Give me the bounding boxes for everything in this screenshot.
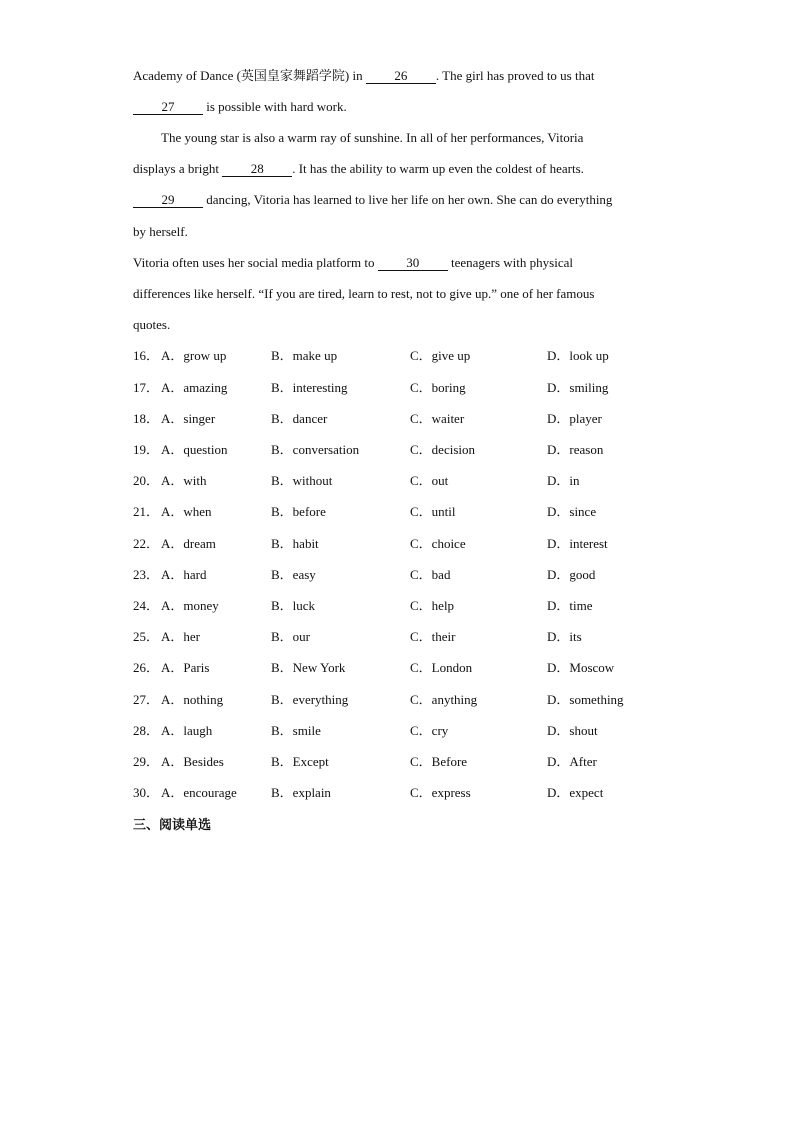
option-a[interactable]: A．amazing [161,380,228,395]
option-b[interactable]: B．New York [271,660,346,675]
question-number: 21． [133,504,160,519]
option-a[interactable]: A．singer [161,411,216,426]
option-c[interactable]: C．waiter [410,411,465,426]
option-d[interactable]: D．in [547,473,580,488]
passage-text: The young star is also a warm ray of sunshine. In all of her performances, Vitoria [161,130,584,145]
blank-26: 26 [366,69,436,84]
option-c[interactable]: C．London [410,660,473,675]
option-c[interactable]: C．their [410,629,456,644]
question-number: 23． [133,567,160,582]
question-number: 20． [133,473,160,488]
option-a[interactable]: A．money [161,598,219,613]
passage-line-9 [133,317,170,333]
passage-text: dancing, Vitoria has learned to live her life on her own. She can do everything [203,192,613,207]
option-b[interactable]: B．make up [271,348,338,363]
blank-28: 28 [222,162,292,177]
option-c[interactable]: C．decision [410,442,475,457]
question-number: 22． [133,536,160,551]
passage-line-4 [133,161,584,177]
option-a[interactable]: A．when [161,504,212,519]
option-d[interactable]: D．expect [547,785,604,800]
question-number: 28． [133,723,160,738]
question-23 [133,567,673,583]
passage-text: teenagers with physical [447,255,573,270]
option-a[interactable]: A．Paris [161,660,210,675]
option-b[interactable]: B．our [271,629,311,644]
option-b[interactable]: B．smile [271,723,321,738]
question-20 [133,473,673,489]
option-a[interactable]: A．her [161,629,200,644]
question-number: 25． [133,629,160,644]
option-d[interactable]: D．smiling [547,380,609,395]
option-b[interactable]: B．habit [271,536,319,551]
option-a[interactable]: A．encourage [161,785,237,800]
passage-text: . The girl has proved to us that [435,68,595,83]
option-d[interactable]: D．shout [547,723,598,738]
passage-text: quotes. [133,317,171,332]
option-c[interactable]: C．bad [410,567,451,582]
option-d[interactable]: D．its [547,629,582,644]
question-24 [133,598,673,614]
blank-29: 29 [133,193,203,208]
option-c[interactable]: C．out [410,473,449,488]
option-a[interactable]: A．with [161,473,207,488]
question-number: 27． [133,692,160,707]
question-number: 19． [133,442,160,457]
question-number: 26． [133,660,160,675]
option-c[interactable]: C．help [410,598,455,613]
question-number: 29． [133,754,160,769]
question-26 [133,660,673,676]
passage-text: differences like herself. “If you are tired, learn to rest, not to give up.” one of her famous [133,286,595,301]
option-d[interactable]: D．time [547,598,593,613]
passage-line-7 [133,255,573,271]
blank-30: 30 [378,256,448,271]
option-b[interactable]: B．everything [271,692,349,707]
option-c[interactable]: C．anything [410,692,478,707]
question-28 [133,723,673,739]
option-c[interactable]: C．boring [410,380,466,395]
option-b[interactable]: B．luck [271,598,316,613]
question-number: 17． [133,380,160,395]
option-d[interactable]: D．since [547,504,597,519]
option-c[interactable]: C．give up [410,348,471,363]
option-a[interactable]: A．Besides [161,754,224,769]
option-c[interactable]: C．Before [410,754,468,769]
option-a[interactable]: A．dream [161,536,216,551]
question-17 [133,380,673,396]
option-d[interactable]: D．Moscow [547,660,615,675]
question-19 [133,442,673,458]
option-a[interactable]: A．question [161,442,228,457]
option-b[interactable]: B．Except [271,754,329,769]
option-d[interactable]: D．player [547,411,602,426]
option-b[interactable]: B．interesting [271,380,348,395]
option-d[interactable]: D．interest [547,536,608,551]
option-d[interactable]: D．good [547,567,596,582]
question-29 [133,754,673,770]
question-22 [133,536,673,552]
passage-text: is possible with hard work. [203,99,347,114]
option-a[interactable]: A．nothing [161,692,224,707]
option-c[interactable]: C．until [410,504,456,519]
option-d[interactable]: D．look up [547,348,609,363]
passage-line-2 [133,99,347,115]
passage-text: displays a bright [133,161,223,176]
passage-text: Academy of Dance (英国皇家舞蹈学院) in [133,68,366,83]
passage-line-8 [133,286,594,302]
option-d[interactable]: D．reason [547,442,604,457]
option-b[interactable]: B．without [271,473,333,488]
question-number: 18． [133,411,160,426]
option-b[interactable]: B．easy [271,567,316,582]
option-b[interactable]: B．dancer [271,411,328,426]
question-number: 24． [133,598,160,613]
passage-text: . It has the ability to warm up even the coldest of hearts. [292,161,584,176]
blank-27: 27 [133,100,203,115]
question-21 [133,504,673,520]
question-number: 30． [133,785,160,800]
option-c[interactable]: C．choice [410,536,466,551]
passage-line-3 [161,130,583,146]
option-b[interactable]: B．explain [271,785,331,800]
option-c[interactable]: C．cry [410,723,449,738]
option-a[interactable]: A．grow up [161,348,227,363]
passage-text: Vitoria often uses her social media platform to [133,255,378,270]
passage-line-5 [133,192,612,208]
option-b[interactable]: B．before [271,504,326,519]
question-30 [133,785,673,801]
option-a[interactable]: A．hard [161,567,207,582]
option-c[interactable]: C．express [410,785,471,800]
option-d[interactable]: D．something [547,692,624,707]
question-16 [133,348,673,364]
question-18 [133,411,673,427]
passage-line-1 [133,68,594,84]
question-number: 16． [133,348,160,363]
question-27 [133,692,673,708]
passage-line-6 [133,224,188,240]
option-b[interactable]: B．conversation [271,442,360,457]
section-heading: 三、阅读单选 [133,818,212,833]
question-25 [133,629,673,645]
option-d[interactable]: D．After [547,754,597,769]
passage-text: by herself. [133,224,188,239]
option-a[interactable]: A．laugh [161,723,213,738]
